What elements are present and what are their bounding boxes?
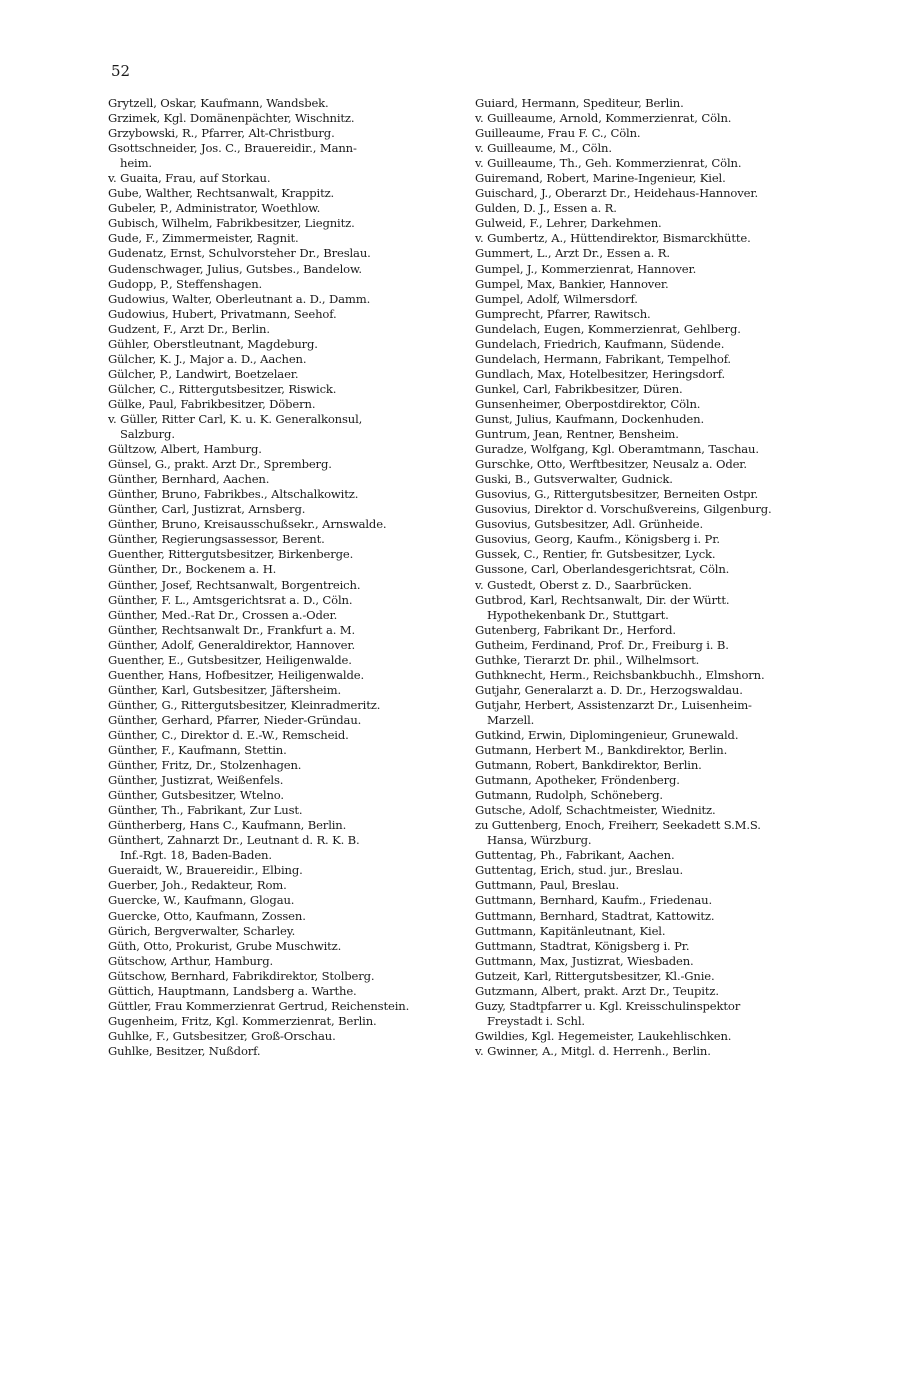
directory-entry: Guiard, Hermann, Spediteur, Berlin. — [475, 96, 684, 110]
directory-entry: Guthke, Tierarzt Dr. phil., Wilhelmsort. — [475, 652, 700, 667]
directory-entry: Guttmann, Kapitänleutnant, Kiel. — [475, 923, 666, 938]
directory-entry: Günther, Fritz, Dr., Stolzenhagen. — [108, 758, 302, 773]
directory-entry: Gühler, Oberstleutnant, Magdeburg. — [108, 336, 318, 351]
directory-entry: v. Güller, Ritter Carl, K. u. K. Generalkonsul, — [108, 411, 363, 426]
directory-entry: Gutbrod, Karl, Rechtsanwalt, Dir. der Württ. — [475, 592, 730, 607]
directory-entry: Güttler, Frau Kommerzienrat Gertrud, Reichenstein. — [108, 998, 410, 1013]
directory-entry: Guilleaume, Frau F. C., Cöln. — [475, 126, 641, 141]
directory-entry: Gülke, Paul, Fabrikbesitzer, Döbern. — [108, 396, 316, 411]
entry-continuation: heim. — [120, 156, 152, 171]
directory-entry: Gumprecht, Pfarrer, Rawitsch. — [475, 306, 651, 321]
directory-entry: Günther, Justizrat, Weißenfels. — [108, 773, 284, 788]
directory-entry: Gusovius, Direktor d. Vorschußvereins, Gilgenburg. — [475, 502, 772, 517]
directory-entry: Gutzmann, Albert, prakt. Arzt Dr., Teupitz. — [475, 983, 719, 998]
directory-entry: Guerber, Joh., Redakteur, Rom. — [108, 878, 287, 893]
entry-continuation: Hansa, Würzburg. — [487, 833, 592, 848]
directory-entry: Gugenheim, Fritz, Kgl. Kommerzienrat, Berlin. — [108, 1013, 377, 1028]
directory-entry: Gumpel, Adolf, Wilmersdorf. — [475, 291, 638, 306]
directory-entry: Günther, Dr., Bockenem a. H. — [108, 562, 277, 577]
directory-entry: Gwildies, Kgl. Hegemeister, Laukehlischken. — [475, 1028, 732, 1043]
directory-entry: Güttich, Hauptmann, Landsberg a. Warthe. — [108, 983, 357, 998]
directory-entry: Günther, F., Kaufmann, Stettin. — [108, 743, 287, 758]
directory-entry: Guttmann, Bernhard, Kaufm., Friedenau. — [475, 893, 713, 908]
directory-entry: Guiremand, Robert, Marine-Ingenieur, Kiel. — [475, 171, 726, 186]
directory-entry: Günther, Regierungsassessor, Berent. — [108, 532, 325, 547]
left-column — [108, 96, 451, 1059]
directory-entry: Günther, Bruno, Kreisausschußsekr., Arnswalde. — [108, 517, 387, 532]
directory-entry: Gusovius, Georg, Kaufm., Königsberg i. Pr. — [475, 532, 720, 547]
directory-entry: Guercke, W., Kaufmann, Glogau. — [108, 893, 295, 908]
directory-entry: Guski, B., Gutsverwalter, Gudnick. — [475, 472, 673, 487]
directory-entry: Gussone, Carl, Oberlandesgerichtsrat, Cöln. — [475, 562, 730, 577]
entry-continuation: Inf.-Rgt. 18, Baden-Baden. — [120, 848, 272, 863]
directory-entry: Guthknecht, Herm., Reichsbankbuchh., Elmshorn. — [475, 667, 765, 682]
directory-entry: Gumpel, Max, Bankier, Hannover. — [475, 276, 669, 291]
directory-entry: v. Guaita, Frau, auf Storkau. — [108, 171, 271, 186]
directory-entry: Gudenatz, Ernst, Schulvorsteher Dr., Breslau. — [108, 246, 371, 261]
directory-entry: Gutmann, Herbert M., Bankdirektor, Berlin. — [475, 743, 728, 758]
entry-continuation: Marzell. — [487, 712, 535, 727]
directory-entry: Gubisch, Wilhelm, Fabrikbesitzer, Liegnitz. — [108, 216, 355, 231]
directory-entry: Gutzeit, Karl, Rittergutsbesitzer, Kl.-Gnie. — [475, 968, 715, 983]
directory-entry: Guradze, Wolfgang, Kgl. Oberamtmann, Taschau. — [475, 442, 759, 457]
directory-entry: Günther, Th., Fabrikant, Zur Lust. — [108, 803, 303, 818]
directory-entry: Gurschke, Otto, Werftbesitzer, Neusalz a. Oder. — [475, 457, 747, 472]
directory-entry: Gültzow, Albert, Hamburg. — [108, 442, 262, 457]
directory-entry: Gulden, D. J., Essen a. R. — [475, 201, 617, 216]
directory-entry: Gutmann, Rudolph, Schöneberg. — [475, 788, 663, 803]
directory-entry: Grzimek, Kgl. Domänenpächter, Wischnitz. — [108, 111, 355, 126]
directory-entry: v. Guilleaume, Th., Geh. Kommerzienrat, Cöln. — [475, 156, 742, 171]
directory-entry: Gube, Walther, Rechtsanwalt, Krappitz. — [108, 186, 335, 201]
right-column — [475, 96, 815, 1059]
directory-entry: Gürich, Bergverwalter, Scharley. — [108, 923, 296, 938]
directory-entry: Guhlke, F., Gutsbesitzer, Groß-Orschau. — [108, 1028, 336, 1043]
directory-entry: Guttmann, Paul, Breslau. — [475, 878, 620, 893]
directory-entry: v. Gumbertz, A., Hüttendirektor, Bismarckhütte. — [475, 231, 751, 246]
directory-entry: Günther, Gutsbesitzer, Wtelno. — [108, 788, 284, 803]
directory-entry: Gunsenheimer, Oberpostdirektor, Cöln. — [475, 396, 701, 411]
directory-entry: Gutjahr, Herbert, Assistenzarzt Dr., Luisenheim- — [475, 697, 752, 712]
directory-entry: Gumpel, J., Kommerzienrat, Hannover. — [475, 261, 697, 276]
directory-entry: Guenther, Hans, Hofbesitzer, Heiligenwalde. — [108, 667, 364, 682]
directory-entry: Gundelach, Eugen, Kommerzienrat, Gehlberg. — [475, 321, 741, 336]
directory-entry: Günther, Rechtsanwalt Dr., Frankfurt a. M. — [108, 622, 356, 637]
directory-entry: Gudenschwager, Julius, Gutsbes., Bandelow. — [108, 261, 362, 276]
directory-entry: v. Guilleaume, Arnold, Kommerzienrat, Cöln. — [475, 111, 732, 126]
directory-entry: Guttmann, Max, Justizrat, Wiesbaden. — [475, 953, 694, 968]
directory-entry: Gutenberg, Fabrikant Dr., Herford. — [475, 622, 676, 637]
directory-entry: Günther, Bruno, Fabrikbes., Altschalkowitz. — [108, 487, 359, 502]
directory-entry: Gudzent, F., Arzt Dr., Berlin. — [108, 321, 270, 336]
directory-entry: Günther, Carl, Justizrat, Arnsberg. — [108, 502, 306, 517]
directory-entry: Günther, G., Rittergutsbesitzer, Kleinradmeritz. — [108, 697, 381, 712]
directory-entry: Gülcher, K. J., Major a. D., Aachen. — [108, 351, 307, 366]
directory-entry: Günther, Bernhard, Aachen. — [108, 472, 270, 487]
directory-entry: Gussek, C., Rentier, fr. Gutsbesitzer, Lyck. — [475, 547, 716, 562]
directory-entry: Gudowius, Walter, Oberleutnant a. D., Damm. — [108, 291, 371, 306]
directory-entry: Gülcher, C., Rittergutsbesitzer, Riswick. — [108, 381, 337, 396]
directory-entry: Günther, C., Direktor d. E.-W., Remscheid. — [108, 727, 349, 742]
directory-entry: Gütschow, Arthur, Hamburg. — [108, 953, 273, 968]
directory-entry: Gueraidt, W., Brauereidir., Elbing. — [108, 863, 303, 878]
directory-entry: Gundelach, Friedrich, Kaufmann, Südende. — [475, 336, 725, 351]
directory-entry: zu Guttenberg, Enoch, Freiherr, Seekadett S.M.S. — [475, 818, 761, 833]
entry-continuation: Freystadt i. Schl. — [487, 1013, 585, 1028]
directory-entry: Guttentag, Ph., Fabrikant, Aachen. — [475, 848, 675, 863]
directory-entry: Gummert, L., Arzt Dr., Essen a. R. — [475, 246, 670, 261]
directory-entry: Günther, Med.-Rat Dr., Crossen a.-Oder. — [108, 607, 338, 622]
directory-entry: Gudopp, P., Steffenshagen. — [108, 276, 263, 291]
directory-entry: Gubeler, P., Administrator, Woethlow. — [108, 201, 321, 216]
directory-entry: Güntherberg, Hans C., Kaufmann, Berlin. — [108, 818, 347, 833]
directory-entry: Grzybowski, R., Pfarrer, Alt-Christburg. — [108, 126, 335, 141]
directory-entry: Gutheim, Ferdinand, Prof. Dr., Freiburg i. B. — [475, 637, 729, 652]
directory-entry: Günther, Josef, Rechtsanwalt, Borgentreich. — [108, 577, 361, 592]
directory-entry: Grytzell, Oskar, Kaufmann, Wandsbek. — [108, 96, 329, 110]
directory-entry: Gude, F., Zimmermeister, Ragnit. — [108, 231, 299, 246]
directory-entry: Guttmann, Stadtrat, Königsberg i. Pr. — [475, 938, 690, 953]
directory-entry: Gutsche, Adolf, Schachtmeister, Wiednitz. — [475, 803, 716, 818]
directory-entry: Gusovius, Gutsbesitzer, Adl. Grünheide. — [475, 517, 704, 532]
directory-entry: Guischard, J., Oberarzt Dr., Heidehaus-Hannover. — [475, 186, 759, 201]
directory-entry: Guenther, E., Gutsbesitzer, Heiligenwalde. — [108, 652, 352, 667]
directory-entry: Günther, Gerhard, Pfarrer, Nieder-Gründau. — [108, 712, 362, 727]
directory-entry: Guttmann, Bernhard, Stadtrat, Kattowitz. — [475, 908, 715, 923]
directory-entry: Gusovius, G., Rittergutsbesitzer, Berneiten Ostpr. — [475, 487, 759, 502]
directory-entry: Günther, F. L., Amtsgerichtsrat a. D., Cöln. — [108, 592, 353, 607]
directory-entry: Gutmann, Apotheker, Fröndenberg. — [475, 773, 680, 788]
directory-entry: Gulweid, F., Lehrer, Darkehmen. — [475, 216, 662, 231]
directory-entry: Guercke, Otto, Kaufmann, Zossen. — [108, 908, 306, 923]
directory-entry: Gunkel, Carl, Fabrikbesitzer, Düren. — [475, 381, 683, 396]
directory-entry: Gsottschneider, Jos. C., Brauereidir., Mann- — [108, 141, 357, 156]
directory-entry: v. Gustedt, Oberst z. D., Saarbrücken. — [475, 577, 692, 592]
directory-entry: Gundelach, Hermann, Fabrikant, Tempelhof. — [475, 351, 731, 366]
directory-entry: Gundlach, Max, Hotelbesitzer, Heringsdorf. — [475, 366, 726, 381]
directory-entry: Günthert, Zahnarzt Dr., Leutnant d. R. K. B. — [108, 833, 360, 848]
directory-entry: v. Gwinner, A., Mitgl. d. Herrenh., Berlin. — [475, 1043, 711, 1058]
directory-entry: Gutmann, Robert, Bankdirektor, Berlin. — [475, 758, 702, 773]
directory-entry: Guzy, Stadtpfarrer u. Kgl. Kreisschulinspektor — [475, 998, 741, 1013]
directory-entry: Gülcher, P., Landwirt, Boetzelaer. — [108, 366, 299, 381]
directory-entry: Gutjahr, Generalarzt a. D. Dr., Herzogswaldau. — [475, 682, 743, 697]
entry-continuation: Hypothekenbank Dr., Stuttgart. — [487, 607, 669, 622]
directory-entry: Guttentag, Erich, stud. jur., Breslau. — [475, 863, 683, 878]
directory-entry: Guenther, Rittergutsbesitzer, Birkenberge. — [108, 547, 354, 562]
directory-entry: Gunst, Julius, Kaufmann, Dockenhuden. — [475, 411, 704, 426]
directory-entry: Gutkind, Erwin, Diplomingenieur, Grunewald. — [475, 727, 739, 742]
directory-entry: Gütschow, Bernhard, Fabrikdirektor, Stolberg. — [108, 968, 375, 983]
directory-entry: Guhlke, Besitzer, Nußdorf. — [108, 1043, 261, 1058]
entry-continuation: Salzburg. — [120, 427, 175, 442]
directory-entry: Günther, Adolf, Generaldirektor, Hannover. — [108, 637, 355, 652]
directory-entry: Guntrum, Jean, Rentner, Bensheim. — [475, 427, 679, 442]
directory-entry: Günther, Karl, Gutsbesitzer, Jäftersheim. — [108, 682, 341, 697]
directory-entry: Güth, Otto, Prokurist, Grube Muschwitz. — [108, 938, 342, 953]
page-number: 52 — [111, 62, 131, 80]
directory-entry: Günsel, G., prakt. Arzt Dr., Spremberg. — [108, 457, 332, 472]
directory-entry: Gudowius, Hubert, Privatmann, Seehof. — [108, 306, 337, 321]
directory-entry: v. Guilleaume, M., Cöln. — [475, 141, 612, 156]
